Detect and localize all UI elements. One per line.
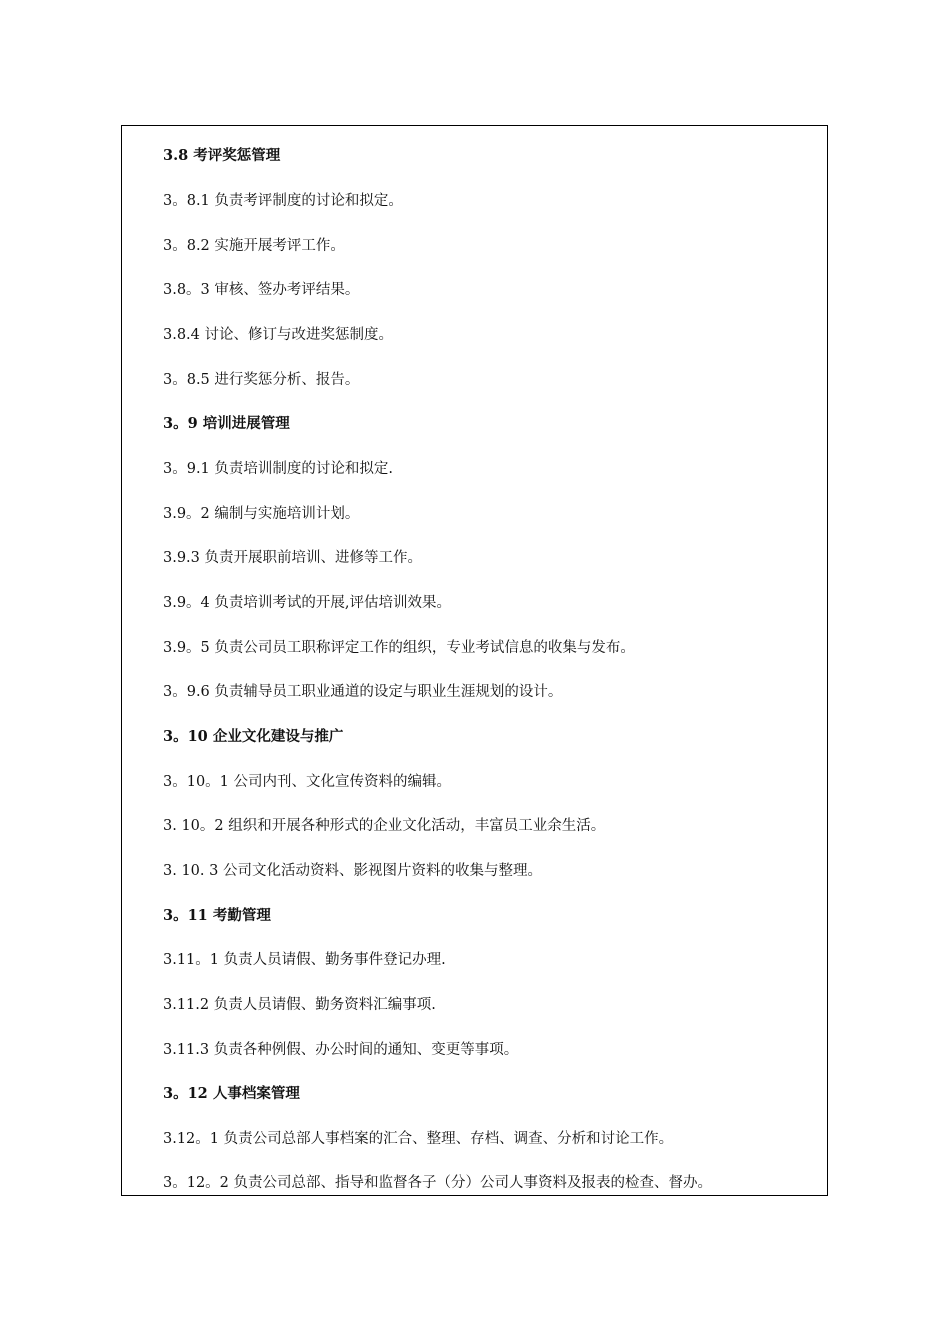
item-3-9-4: 3.9。4 负责培训考试的开展,评估培训效果。 xyxy=(163,595,452,611)
section-heading-3-9: 3。9 培训进展管理 xyxy=(163,415,290,432)
document-frame xyxy=(121,125,828,1196)
section-heading-3-10: 3。10 企业文化建设与推广 xyxy=(163,728,344,745)
section-heading-3-11: 3。11 考勤管理 xyxy=(163,907,271,924)
item-3-9-3: 3.9.3 负责开展职前培训、进修等工作。 xyxy=(163,550,423,566)
item-3-9-2: 3.9。2 编制与实施培训计划。 xyxy=(163,506,360,522)
item-3-11-2: 3.11.2 负责人员请假、勤务资料汇编事项. xyxy=(163,997,436,1013)
item-3-10-1: 3。10。1 公司内刊、文化宣传资料的编辑。 xyxy=(163,774,452,790)
section-heading-3-12: 3。12 人事档案管理 xyxy=(163,1085,300,1102)
item-3-9-6: 3。9.6 负责辅导员工职业通道的设定与职业生涯规划的设计。 xyxy=(163,684,563,700)
item-3-11-1: 3.11。1 负责人员请假、勤务事件登记办理. xyxy=(163,952,446,968)
item-3-8-1: 3。8.1 负责考评制度的讨论和拟定。 xyxy=(163,193,403,209)
item-3-12-1: 3.12。1 负责公司总部人事档案的汇合、整理、存档、调查、分析和讨论工作。 xyxy=(163,1131,674,1147)
item-3-12-2: 3。12。2 负责公司总部、指导和监督各子（分）公司人事资料及报表的检查、督办。 xyxy=(163,1175,713,1191)
item-3-9-5: 3.9。5 负责公司员工职称评定工作的组织，专业考试信息的收集与发布。 xyxy=(163,640,635,656)
item-3-11-3: 3.11.3 负责各种例假、办公时间的通知、变更等事项。 xyxy=(163,1042,519,1058)
section-heading-3-8: 3.8 考评奖惩管理 xyxy=(163,147,281,164)
item-3-8-4: 3.8.4 讨论、修订与改进奖惩制度。 xyxy=(163,327,394,343)
item-3-8-2: 3。8.2 实施开展考评工作。 xyxy=(163,238,345,254)
item-3-10-2: 3. 10。2 组织和开展各种形式的企业文化活动，丰富员工业余生活。 xyxy=(163,818,606,834)
item-3-8-3: 3.8。3 审核、签办考评结果。 xyxy=(163,282,360,298)
item-3-9-1: 3。9.1 负责培训制度的讨论和拟定. xyxy=(163,461,394,477)
item-3-8-5: 3。8.5 进行奖惩分析、报告。 xyxy=(163,372,360,388)
item-3-10-3: 3. 10. 3 公司文化活动资料、影视图片资料的收集与整理。 xyxy=(163,863,542,879)
